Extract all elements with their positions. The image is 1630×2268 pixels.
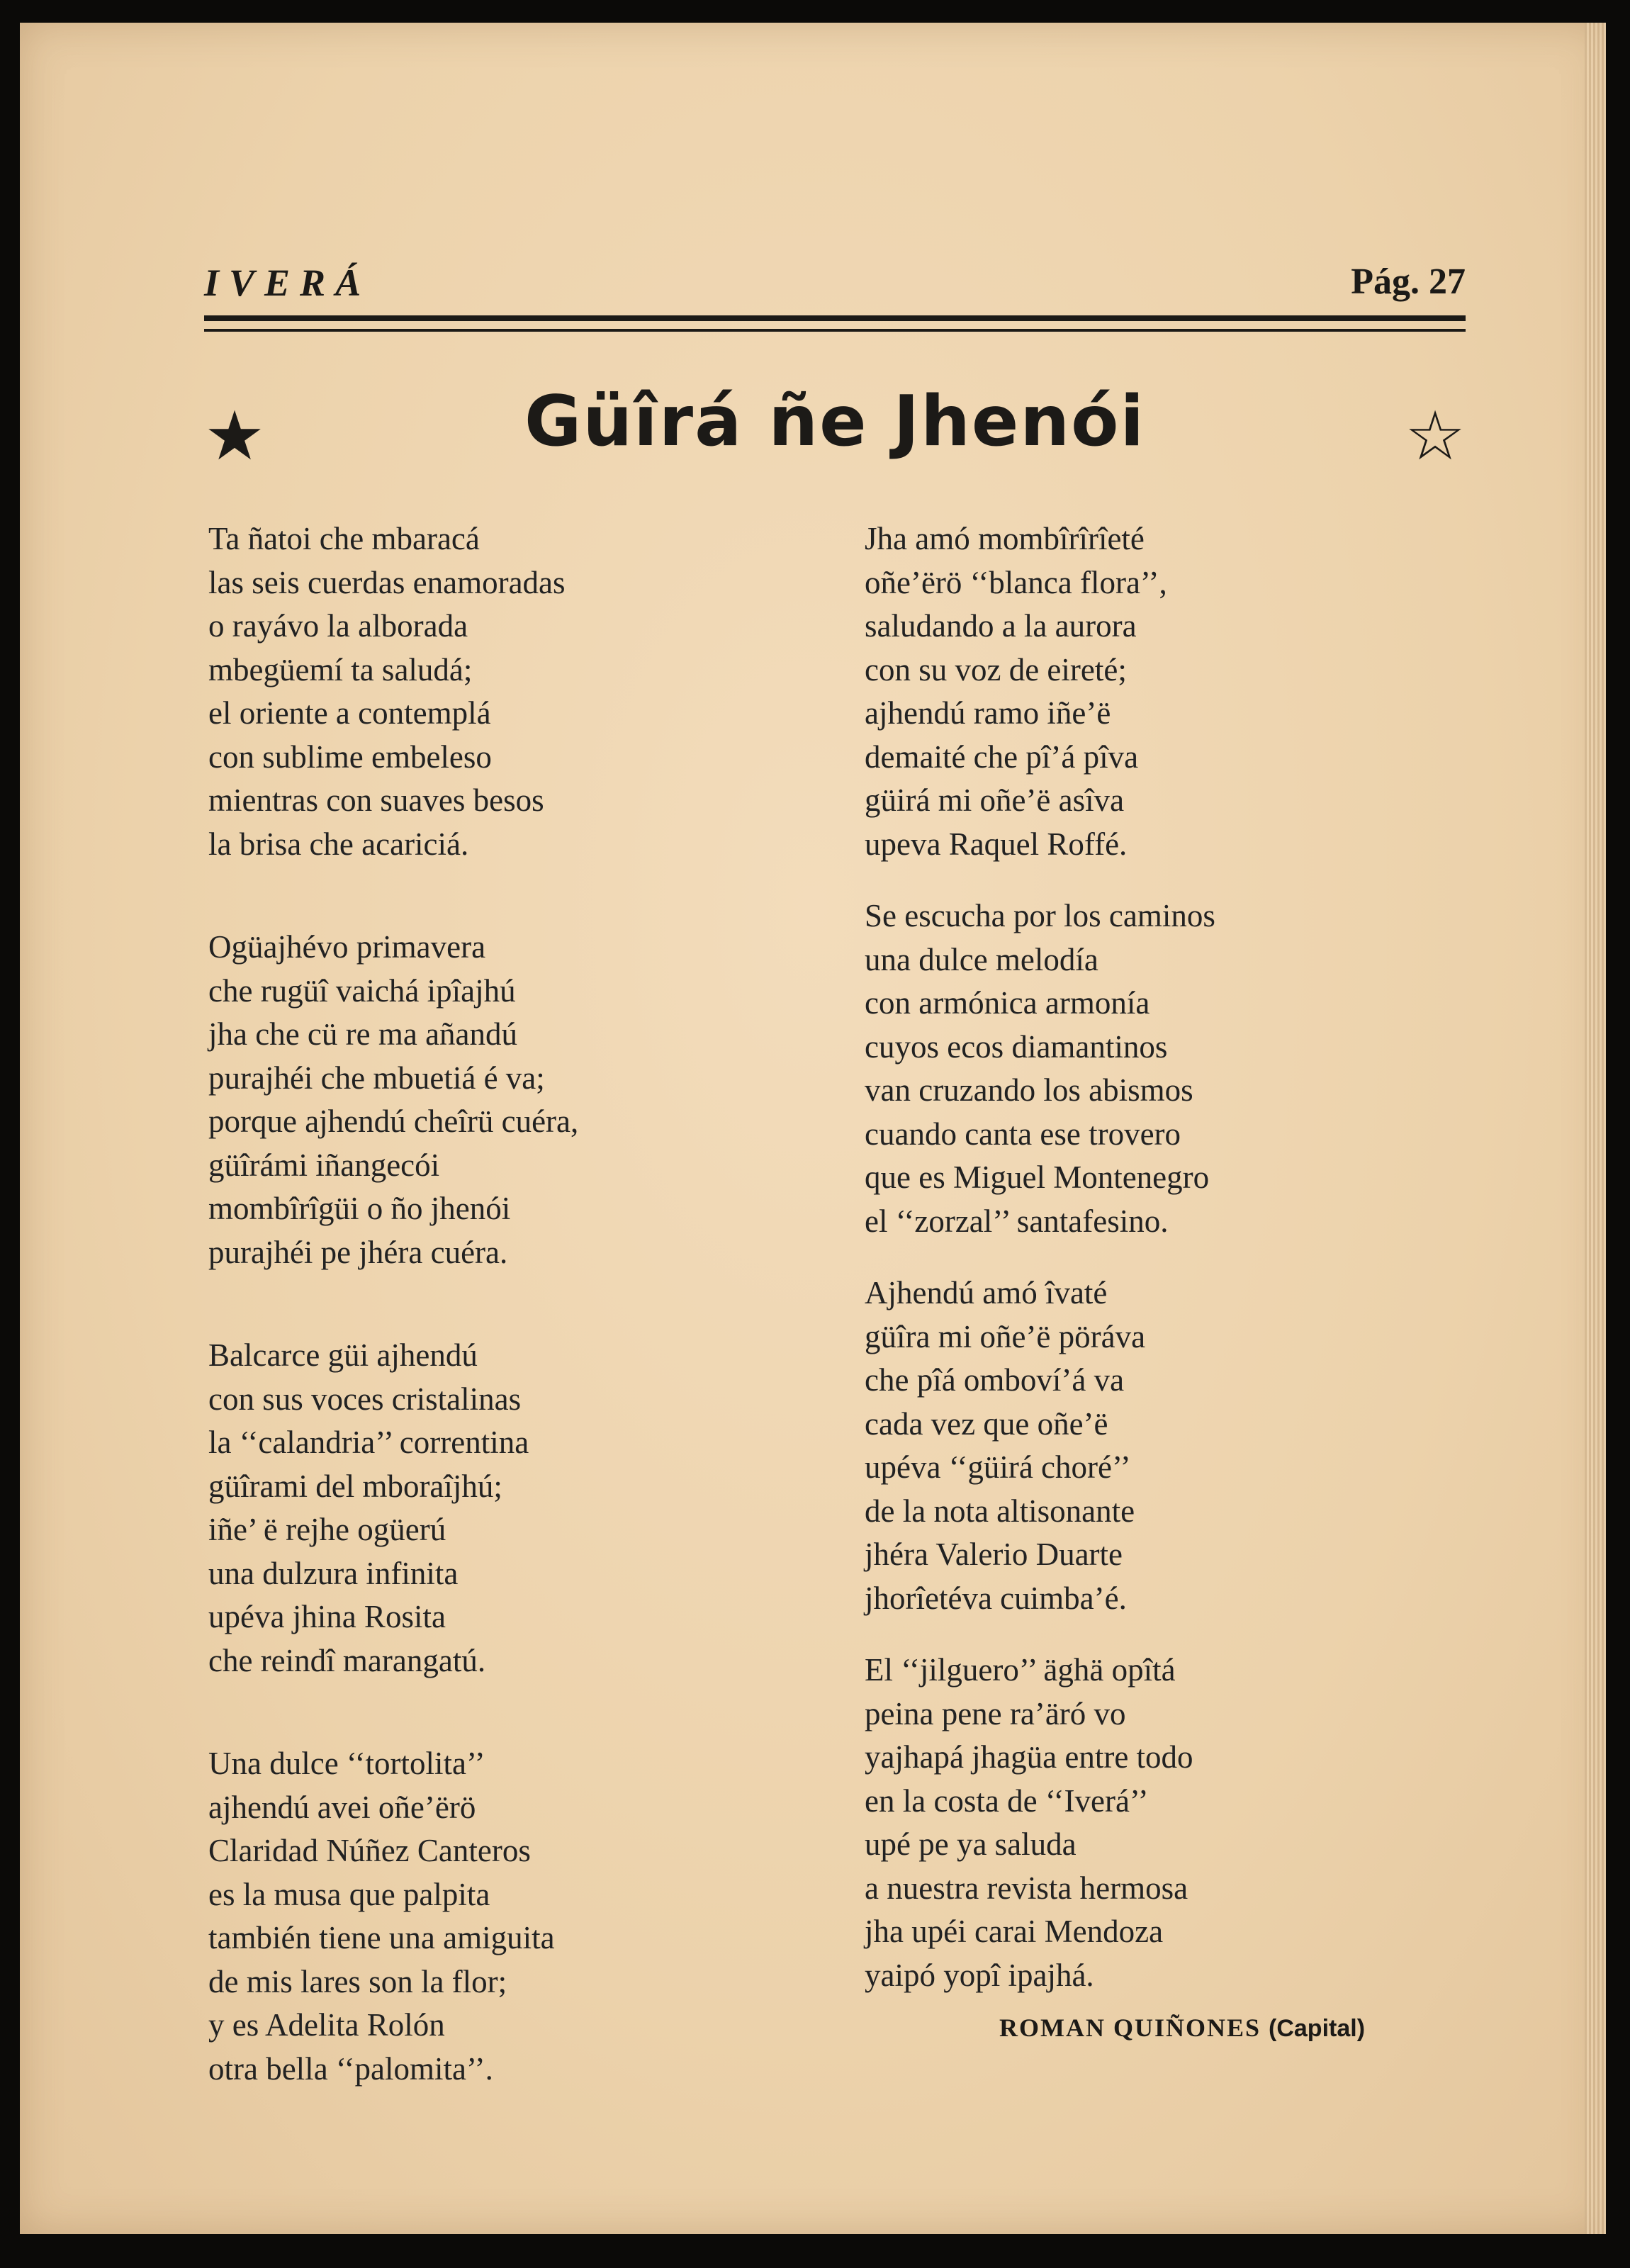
verse-line: yaipó yopî ipajhá. — [865, 1957, 1094, 1993]
verse-line: porque ajhendú cheîrü cuéra, — [208, 1104, 579, 1139]
verse-line: jha che cü re ma añandú — [208, 1016, 518, 1052]
verse-line: Ogüajhévo primavera — [208, 929, 486, 965]
poem-column-right — [865, 517, 1446, 1997]
verse-line: upé pe ya saluda — [865, 1826, 1077, 1862]
verse-line: también tiene una amiguita — [208, 1920, 555, 1955]
verse-line: Jha amó mombîrîrîeté — [865, 521, 1145, 556]
verse-line: Ajhendú amó îvaté — [865, 1275, 1108, 1310]
verse-line: cuyos ecos diamantinos — [865, 1028, 1168, 1065]
verse-line: de mis lares son la flor; — [208, 1963, 507, 1999]
verse-line: es la musa que palpita — [208, 1876, 490, 1912]
verse-line: las seis cuerdas enamoradas — [208, 564, 566, 600]
verse-line: jha upéi carai Mendoza — [865, 1914, 1164, 1949]
verse-line: cada vez que oñe’ë — [865, 1405, 1108, 1442]
author-name: ROMAN QUIÑONES — [999, 2014, 1261, 2042]
verse-line: el ‘‘zorzal’’ santafesino. — [865, 1203, 1169, 1239]
verse-line: ajhendú avei oñe’ërö — [208, 1789, 476, 1825]
verse-line: mbegüemí ta saludá; — [208, 651, 473, 687]
verse-line: ajhendú ramo iñe’ë — [865, 695, 1111, 731]
stanza — [208, 926, 789, 1274]
verse-line: El ‘‘jilguero’’ äghä opîtá — [865, 1652, 1176, 1688]
verse-line: Claridad Núñez Canteros — [208, 1833, 531, 1868]
stanza — [208, 517, 789, 866]
stanza — [865, 1271, 1446, 1620]
verse-line: upéva jhina Rosita — [208, 1599, 446, 1634]
verse-line: güirá mi oñe’ë asîva — [865, 782, 1125, 818]
verse-line: con armónica armonía — [865, 985, 1150, 1021]
verse-line: che rugüî vaichá ipîajhú — [208, 972, 516, 1009]
verse-line: che pîá omboví’á va — [865, 1362, 1125, 1398]
poem-title: Güîrá ñe Jhenói — [524, 381, 1146, 462]
verse-line: oñe’ërö ‘‘blanca flora’’, — [865, 564, 1167, 600]
verse-line: peina pene ra’äró vo — [865, 1695, 1126, 1731]
verse-line: que es Miguel Montenegro — [865, 1160, 1210, 1195]
verse-line: van cruzando los abismos — [865, 1072, 1193, 1108]
verse-line: purajhéi pe jhéra cuéra. — [208, 1234, 508, 1270]
header-rule-thin — [204, 329, 1466, 332]
verse-line: demaité che pî’á pîva — [865, 739, 1139, 775]
outline-star-icon: ☆ — [1404, 398, 1466, 474]
verse-line: la ‘‘calandria’’ correntina — [208, 1425, 529, 1460]
filled-star-icon: ★ — [204, 398, 266, 474]
stanza — [208, 1742, 789, 2091]
verse-line: con sus voces cristalinas — [208, 1381, 522, 1417]
verse-line: saludando a la aurora — [865, 608, 1137, 644]
stanza — [865, 517, 1446, 866]
verse-line: güîrámi iñangecói — [208, 1147, 440, 1183]
stanza — [865, 894, 1446, 1243]
title-row — [204, 381, 1466, 474]
verse-line: güîra mi oñe’ë pöráva — [865, 1318, 1146, 1354]
author-place: (Capital) — [1269, 2015, 1366, 2042]
header-rule-thick — [204, 315, 1466, 321]
verse-line: yajhapá jhagüa entre todo — [865, 1739, 1193, 1775]
verse-line: Ta ñatoi che mbaracá — [208, 521, 480, 556]
stanza — [208, 1334, 789, 1683]
verse-line: de la nota altisonante — [865, 1493, 1135, 1529]
verse-line: güîrami del mboraîjhú; — [208, 1468, 502, 1504]
magazine-name: IVERÁ — [204, 262, 371, 304]
author-signature — [999, 2013, 1481, 2043]
verse-line: jhorîetéva cuimba’é. — [865, 1580, 1127, 1616]
verse-line: en la costa de ‘‘Iverá’’ — [865, 1783, 1149, 1819]
verse-line: una dulzura infinita — [208, 1555, 459, 1591]
page-number: Pág. 27 — [1351, 262, 1466, 302]
verse-line: otra bella ‘‘palomita’’. — [208, 2050, 493, 2087]
verse-line: la brisa che acariciá. — [208, 826, 469, 862]
verse-line: upeva Raquel Roffé. — [865, 826, 1128, 862]
verse-line: o rayávo la alborada — [208, 608, 468, 644]
verse-line: upéva ‘‘güirá choré’’ — [865, 1449, 1131, 1485]
verse-line: mientras con suaves besos — [208, 782, 544, 818]
verse-line: cuando canta ese trovero — [865, 1116, 1181, 1152]
verse-line: a nuestra revista hermosa — [865, 1870, 1188, 1906]
verse-line: che reindî marangatú. — [208, 1642, 486, 1678]
verse-line: Se escucha por los caminos — [865, 898, 1215, 933]
verse-line: con sublime embeleso — [208, 739, 492, 775]
verse-line: mombîrîgüi o ño jhenói — [208, 1191, 511, 1226]
stanza — [865, 1649, 1446, 1997]
running-header — [204, 261, 1466, 310]
verse-line: Una dulce ‘‘tortolita’’ — [208, 1746, 485, 1781]
verse-line: y es Adelita Rolón — [208, 2007, 445, 2043]
verse-line: iñe’ ë rejhe ogüerú — [208, 1512, 446, 1547]
poem-column-left — [208, 517, 789, 2091]
page-edge — [1585, 23, 1606, 2234]
verse-line: jhéra Valerio Duarte — [865, 1537, 1123, 1572]
verse-line: Balcarce güi ajhendú — [208, 1337, 478, 1373]
verse-line: una dulce melodía — [865, 941, 1098, 977]
verse-line: con su voz de eireté; — [865, 651, 1127, 687]
verse-line: el oriente a contemplá — [208, 695, 491, 731]
verse-line: purajhéi che mbuetiá é va; — [208, 1060, 545, 1096]
